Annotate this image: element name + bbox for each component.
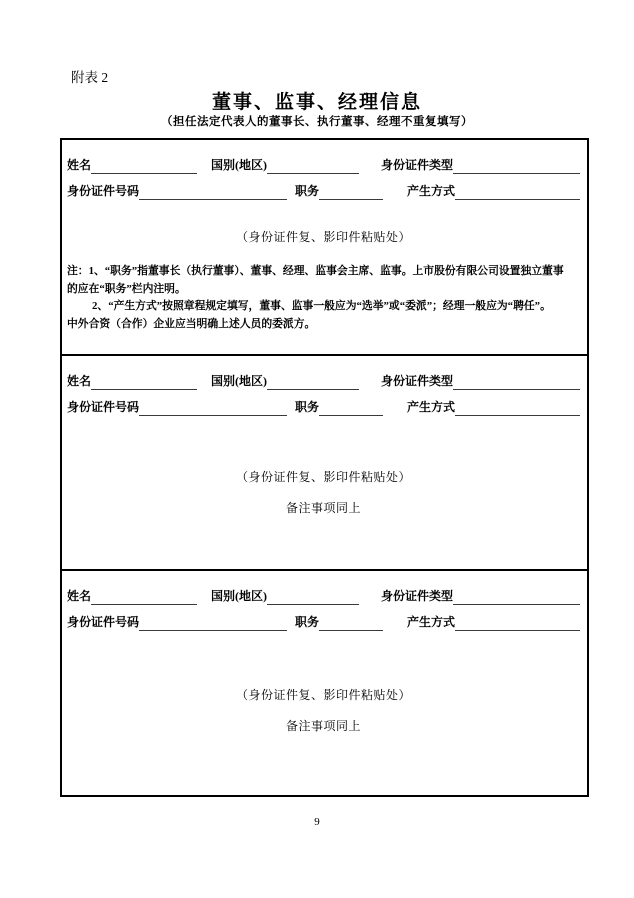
position-field	[295, 398, 383, 416]
name-label: 姓名	[67, 158, 92, 172]
id-type-label: 身份证件类型	[381, 158, 454, 172]
nationality-blank-line[interactable]	[267, 374, 359, 390]
position-field	[295, 182, 383, 200]
name-field	[67, 156, 197, 174]
id-number-field	[67, 182, 287, 200]
name-label: 姓名	[67, 589, 92, 603]
field-row-identity	[67, 156, 580, 174]
nationality-blank-line[interactable]	[267, 158, 359, 174]
selection-method-blank-line[interactable]	[455, 184, 580, 200]
note-line-1: 注：1、“职务”指董事长（执行董事）、董事、经理、监事会主席、监事。上市股份有限公司设置独立董事	[67, 265, 564, 277]
name-blank-line[interactable]	[91, 589, 197, 605]
nationality-label: 国别(地区)	[211, 374, 268, 388]
note-line-4: 中外合资（合作）企业应当明确上述人员的委派方。	[67, 317, 316, 330]
nationality-field	[211, 372, 359, 390]
field-row-position	[67, 398, 580, 416]
appendix-label: 附表 2	[71, 70, 109, 85]
id-number-blank-line[interactable]	[139, 400, 287, 416]
officer-section-2	[62, 356, 587, 571]
id-type-blank-line[interactable]	[453, 158, 580, 174]
name-blank-line[interactable]	[91, 374, 197, 390]
remark-same-as-above: 备注事项同上	[285, 719, 361, 733]
name-field	[67, 372, 197, 390]
selection-method-field	[407, 182, 580, 200]
field-row-position	[67, 613, 580, 631]
selection-method-label: 产生方式	[407, 615, 456, 629]
remark-same-as-above: 备注事项同上	[285, 501, 361, 515]
nationality-field	[211, 587, 359, 605]
field-row-identity	[67, 372, 580, 390]
id-number-label: 身份证件号码	[67, 615, 140, 629]
page-title: 董事、监事、经理信息	[211, 92, 422, 113]
note-line-3: 2、“产生方式”按照章程规定填写，董事、监事一般应为“选举”或“委派”；经理一般应为“聘任”。	[92, 300, 551, 312]
field-row-position	[67, 182, 580, 200]
paste-area-label: （身份证件复、影印件粘贴处）	[235, 470, 411, 484]
position-field	[295, 613, 383, 631]
position-blank-line[interactable]	[319, 400, 383, 416]
id-number-blank-line[interactable]	[139, 184, 287, 200]
name-label: 姓名	[67, 374, 92, 388]
officer-section-3	[62, 571, 587, 795]
page-subtitle: （担任法定代表人的董事长、执行董事、经理不重复填写）	[161, 116, 473, 128]
notes-block	[67, 263, 580, 333]
id-type-field	[381, 587, 580, 605]
name-field	[67, 587, 197, 605]
id-number-blank-line[interactable]	[139, 615, 287, 631]
paste-area-label: （身份证件复、影印件粘贴处）	[235, 688, 411, 702]
selection-method-blank-line[interactable]	[455, 615, 580, 631]
selection-method-label: 产生方式	[407, 400, 456, 414]
page-number: 9	[314, 816, 320, 828]
paste-area-label: （身份证件复、影印件粘贴处）	[235, 230, 411, 244]
id-number-field	[67, 398, 287, 416]
position-blank-line[interactable]	[319, 615, 383, 631]
selection-method-field	[407, 398, 580, 416]
id-number-field	[67, 613, 287, 631]
position-blank-line[interactable]	[319, 184, 383, 200]
nationality-blank-line[interactable]	[267, 589, 359, 605]
name-blank-line[interactable]	[91, 158, 197, 174]
id-number-label: 身份证件号码	[67, 184, 140, 198]
id-type-label: 身份证件类型	[381, 589, 454, 603]
nationality-label: 国别(地区)	[211, 589, 268, 603]
selection-method-label: 产生方式	[407, 184, 456, 198]
officer-section-1	[62, 140, 587, 356]
id-type-blank-line[interactable]	[453, 374, 580, 390]
field-row-identity	[67, 587, 580, 605]
id-type-field	[381, 156, 580, 174]
id-type-label: 身份证件类型	[381, 374, 454, 388]
position-label: 职务	[295, 184, 320, 198]
selection-method-blank-line[interactable]	[455, 400, 580, 416]
officers-form-table	[60, 138, 589, 797]
selection-method-field	[407, 613, 580, 631]
id-type-field	[381, 372, 580, 390]
nationality-field	[211, 156, 359, 174]
id-type-blank-line[interactable]	[453, 589, 580, 605]
id-number-label: 身份证件号码	[67, 400, 140, 414]
nationality-label: 国别(地区)	[211, 158, 268, 172]
position-label: 职务	[295, 615, 320, 629]
position-label: 职务	[295, 400, 320, 414]
note-line-2: 的应在“职务”栏内注明。	[67, 282, 186, 295]
